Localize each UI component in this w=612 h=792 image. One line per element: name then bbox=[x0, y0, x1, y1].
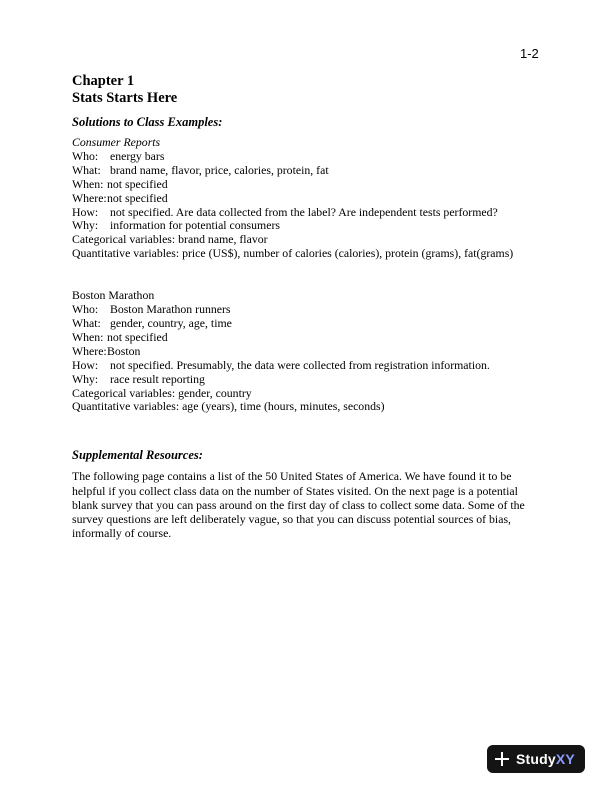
supplemental-heading: Supplemental Resources: bbox=[72, 448, 203, 463]
categorical-variables: Categorical variables: brand name, flavor bbox=[72, 232, 268, 247]
example-boston-marathon bbox=[72, 289, 542, 414]
where-label: Where: bbox=[72, 190, 107, 205]
example-title: Boston Marathon bbox=[72, 288, 155, 303]
how-label: How: bbox=[72, 357, 99, 372]
quantitative-variables: Quantitative variables: price (US$), number of calories (calories), protein (grams), fat(grams) bbox=[72, 246, 514, 261]
spacer bbox=[72, 414, 542, 440]
where-value: not specified bbox=[107, 190, 168, 205]
page-number: 1-2 bbox=[520, 46, 539, 61]
categorical-variables: Categorical variables: gender, country bbox=[72, 385, 252, 400]
why-row bbox=[72, 219, 542, 233]
how-label: How: bbox=[72, 204, 99, 219]
quantitative-variables: Quantitative variables: age (years), time (hours, minutes, seconds) bbox=[72, 399, 385, 414]
how-value: not specified. Are data collected from the label? Are independent tests performed? bbox=[109, 204, 498, 219]
what-value: gender, country, age, time bbox=[109, 315, 232, 330]
where-row bbox=[72, 345, 542, 359]
who-row bbox=[72, 150, 542, 164]
when-value: not specified bbox=[107, 329, 168, 344]
why-value: information for potential consumers bbox=[109, 218, 280, 233]
example-consumer-reports bbox=[72, 136, 542, 261]
example-title: Consumer Reports bbox=[72, 135, 161, 149]
where-label: Where: bbox=[72, 343, 107, 358]
who-value: Boston Marathon runners bbox=[109, 302, 231, 317]
why-label: Why: bbox=[72, 218, 99, 233]
where-value: Boston bbox=[107, 343, 141, 358]
what-label: What: bbox=[72, 162, 101, 177]
what-row bbox=[72, 164, 542, 178]
why-row bbox=[72, 373, 542, 387]
when-row bbox=[72, 178, 542, 192]
supplemental-paragraph: The following page contains a list of the 50 United States of America. We have found it to be helpful if you collect class data on the number of States visited. On the next page is a potential blank survey that you can pass around on the first day of class to collect some data. Some of the survey questions are left deliberately vague, so that you can discuss potential sources of bias, informally of course. bbox=[72, 469, 525, 541]
logo-text bbox=[516, 751, 575, 767]
where-row bbox=[72, 192, 542, 206]
document-body bbox=[72, 70, 542, 540]
what-value: brand name, flavor, price, calories, protein, fat bbox=[109, 162, 329, 177]
why-value: race result reporting bbox=[109, 371, 205, 386]
how-value: not specified. Presumably, the data were collected from registration information. bbox=[109, 357, 490, 372]
who-value: energy bars bbox=[109, 148, 165, 163]
plus-icon bbox=[494, 751, 510, 767]
when-label: When: bbox=[72, 176, 104, 191]
when-value: not specified bbox=[107, 176, 168, 191]
what-label: What: bbox=[72, 315, 101, 330]
chapter-title: Stats Starts Here bbox=[72, 90, 178, 106]
why-label: Why: bbox=[72, 371, 99, 386]
when-label: When: bbox=[72, 329, 104, 344]
how-row bbox=[72, 359, 542, 373]
who-row bbox=[72, 303, 542, 317]
logo-text-accent: XY bbox=[555, 751, 575, 767]
who-label: Who: bbox=[72, 148, 99, 163]
solutions-heading: Solutions to Class Examples: bbox=[72, 115, 223, 129]
how-row bbox=[72, 206, 542, 220]
who-label: Who: bbox=[72, 302, 99, 317]
what-row bbox=[72, 317, 542, 331]
chapter-number: Chapter 1 bbox=[72, 73, 135, 89]
spacer bbox=[72, 261, 542, 289]
logo-text-main: Study bbox=[516, 751, 556, 767]
studyxy-logo[interactable] bbox=[487, 745, 585, 773]
when-row bbox=[72, 331, 542, 345]
